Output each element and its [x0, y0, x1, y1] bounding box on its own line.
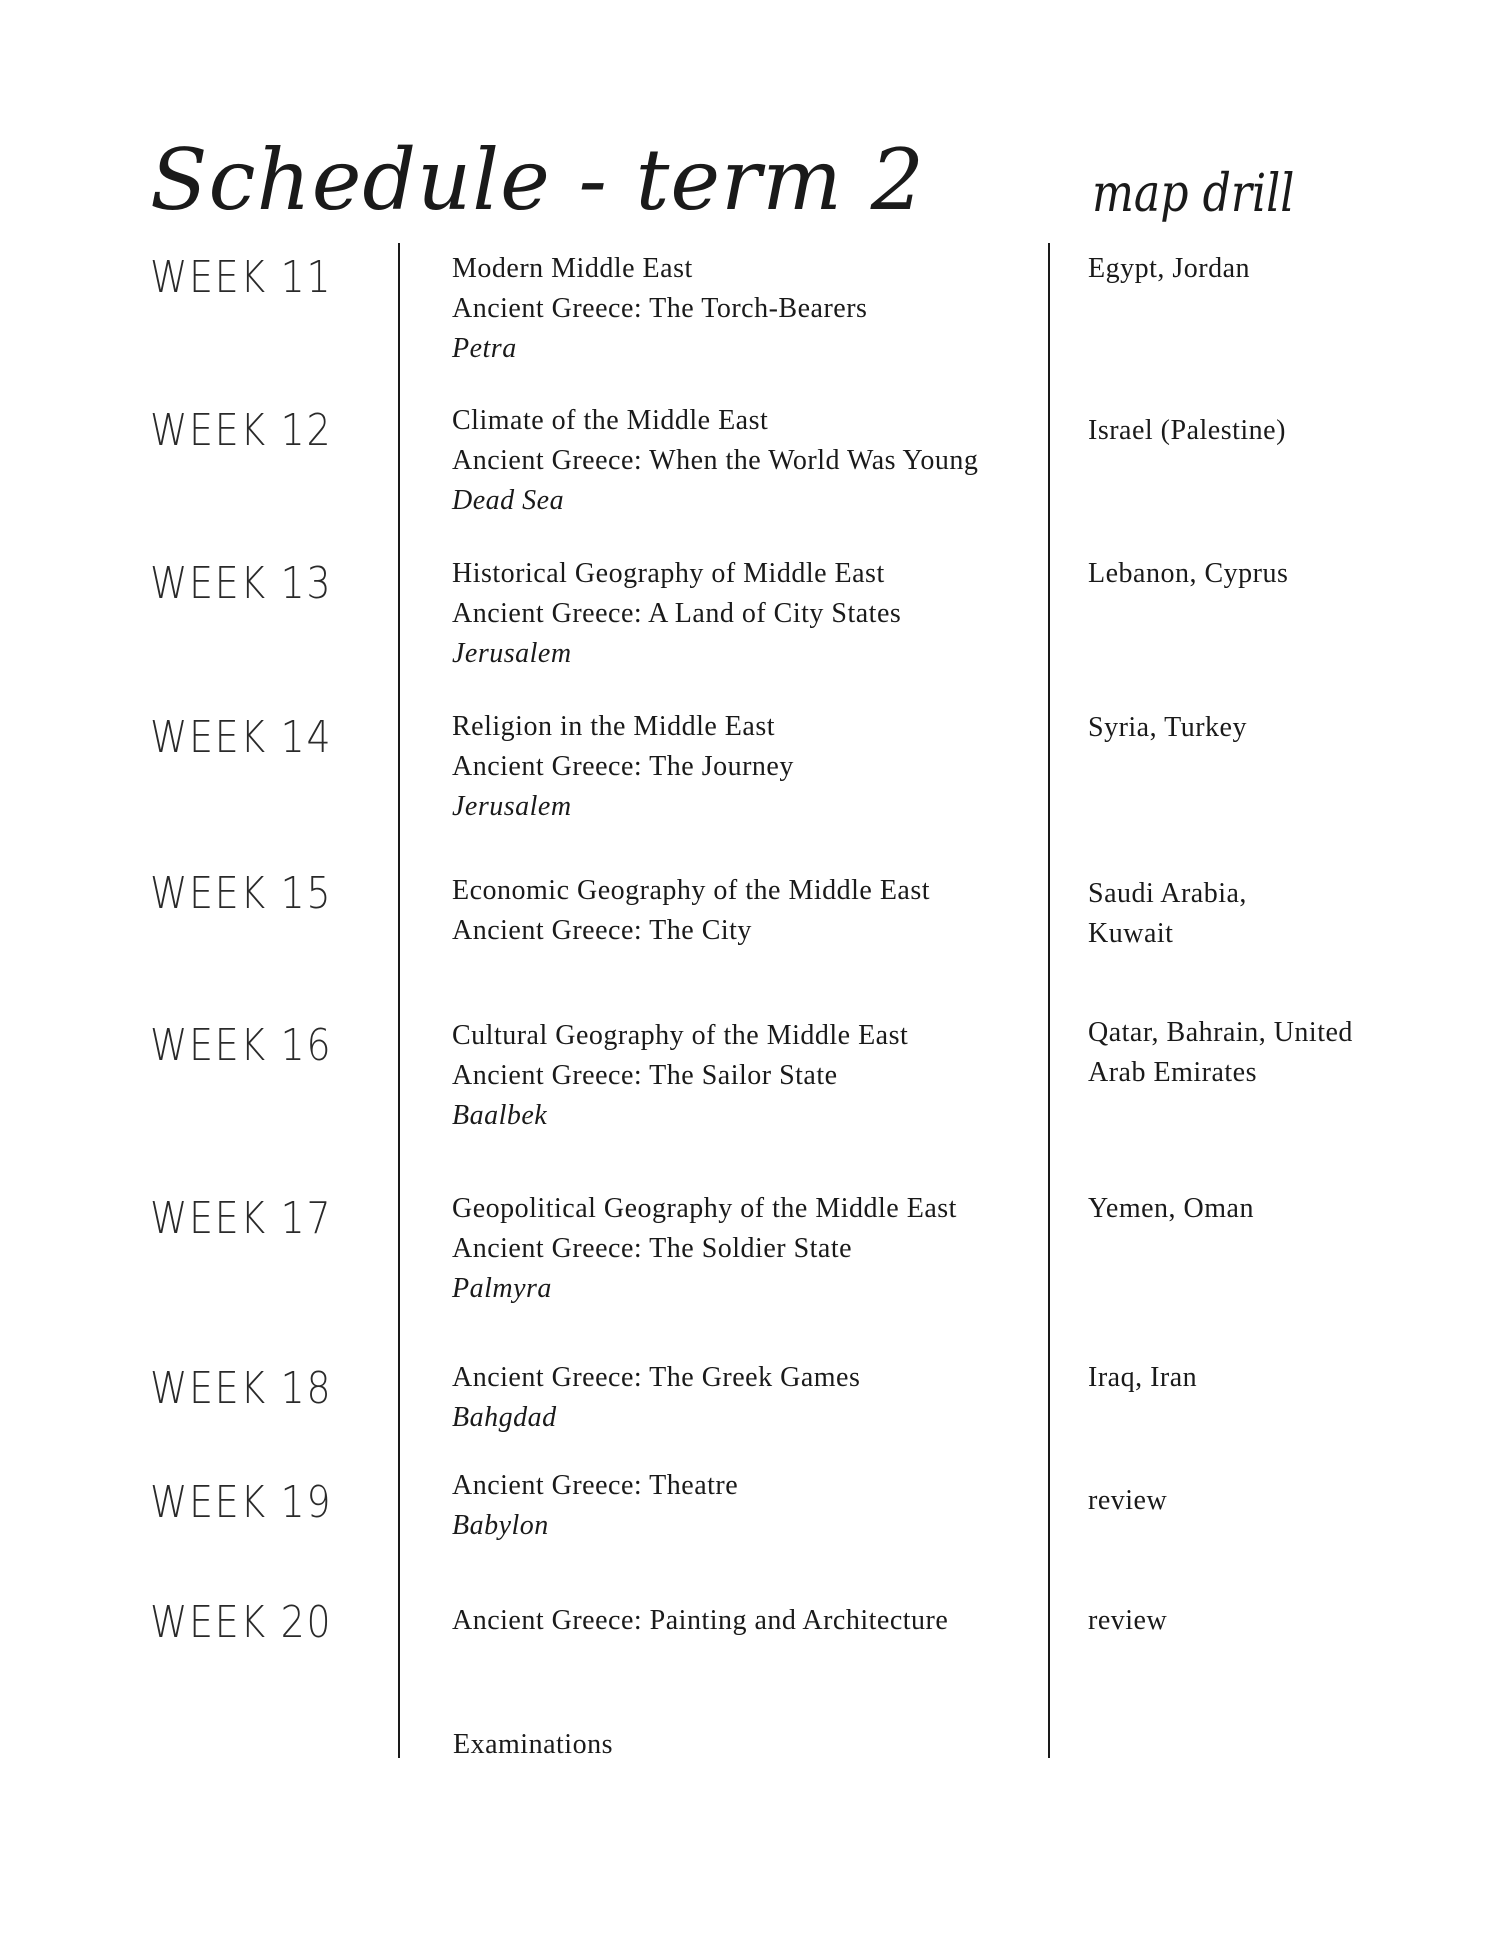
- map-drill-entry: review: [1088, 1605, 1168, 1636]
- column-divider-left: [398, 243, 400, 1758]
- map-drill-entry: Syria, Turkey: [1088, 712, 1247, 743]
- site-line: Bahgdad: [452, 1402, 557, 1433]
- map-drill-entry: Egypt, Jordan: [1088, 253, 1251, 284]
- topic-line: Historical Geography of Middle East: [452, 558, 885, 589]
- week-topics: [452, 1466, 1052, 1546]
- week-topics: [452, 249, 1052, 369]
- page-title: Schedule - term 2: [150, 131, 926, 229]
- topic-line: Climate of the Middle East: [452, 405, 769, 436]
- topic-line: Ancient Greece: The Sailor State: [452, 1060, 838, 1091]
- week-topics: [452, 1016, 1052, 1136]
- map-drill-entry: Iraq, Iran: [1088, 1362, 1198, 1393]
- site-line: Petra: [452, 333, 517, 364]
- map-drill-entry: Israel (Palestine): [1088, 415, 1286, 446]
- site-line: Palmyra: [452, 1273, 552, 1304]
- examinations-label: Examinations: [453, 1729, 613, 1760]
- site-line: Dead Sea: [452, 485, 565, 516]
- map-drill-entry: Qatar, Bahrain, United Arab Emirates: [1088, 1017, 1353, 1088]
- topic-line: Ancient Greece: A Land of City States: [452, 598, 902, 629]
- week-topics: [452, 871, 1052, 951]
- week-label: WEEK 19: [150, 1477, 333, 1528]
- week-label: WEEK 18: [150, 1363, 333, 1414]
- map-drill-heading: map drill: [1092, 164, 1295, 224]
- topic-line: Ancient Greece: When the World Was Young: [452, 445, 979, 476]
- topic-line: Modern Middle East: [452, 253, 693, 284]
- topic-line: Cultural Geography of the Middle East: [452, 1020, 909, 1051]
- site-line: Baalbek: [452, 1100, 548, 1131]
- topic-line: Ancient Greece: The City: [452, 915, 752, 946]
- map-drill-entry: review: [1088, 1485, 1168, 1516]
- week-label: WEEK 13: [150, 558, 333, 609]
- week-label: WEEK 14: [150, 712, 333, 763]
- map-drill-entry: Lebanon, Cyprus: [1088, 558, 1289, 589]
- week-topics: [452, 1601, 1052, 1641]
- week-label: WEEK 12: [150, 405, 333, 456]
- topic-line: Ancient Greece: The Soldier State: [452, 1233, 853, 1264]
- week-label: WEEK 17: [150, 1193, 333, 1244]
- site-line: Babylon: [452, 1510, 549, 1541]
- map-drill-entry: Yemen, Oman: [1088, 1193, 1254, 1224]
- topic-line: Geopolitical Geography of the Middle East: [452, 1193, 957, 1224]
- week-label: WEEK 16: [150, 1020, 333, 1071]
- topic-line: Ancient Greece: The Journey: [452, 751, 794, 782]
- topic-line: Ancient Greece: The Torch-Bearers: [452, 293, 868, 324]
- topic-line: Ancient Greece: Theatre: [452, 1470, 739, 1501]
- topic-line: Ancient Greece: The Greek Games: [452, 1362, 861, 1393]
- week-label: WEEK 11: [150, 252, 333, 303]
- week-topics: [452, 707, 1052, 827]
- map-drill-entry: Saudi Arabia, Kuwait: [1088, 878, 1247, 949]
- site-line: Jerusalem: [452, 638, 572, 669]
- week-topics: [452, 401, 1052, 521]
- week-topics: [452, 554, 1052, 674]
- week-topics: [452, 1189, 1052, 1309]
- week-topics: [452, 1358, 1052, 1438]
- topic-line: Economic Geography of the Middle East: [452, 875, 931, 906]
- week-label: WEEK 20: [150, 1597, 333, 1648]
- topic-line: Ancient Greece: Painting and Architecture: [452, 1605, 949, 1636]
- site-line: Jerusalem: [452, 791, 572, 822]
- topic-line: Religion in the Middle East: [452, 711, 776, 742]
- week-label: WEEK 15: [150, 868, 333, 919]
